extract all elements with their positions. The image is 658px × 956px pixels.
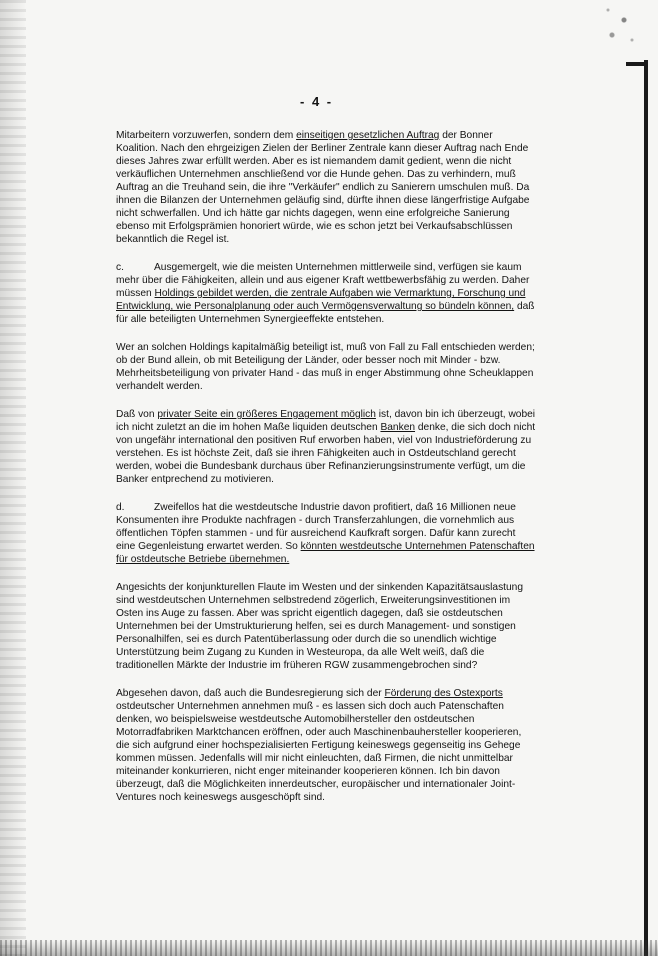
text-segment: ist, davon bin ich überzeugt, wobei ich nicht zuletzt an die im hohen Maße liquiden deutschen: [116, 409, 536, 433]
scan-edge-left: [0, 0, 26, 956]
text-segment: ostdeutscher Unternehmen annehmen muß - es lassen sich doch auch Patenschaften denken, wo beispielsweise westdeutsche Automobilhersteller den ostdeutschen Motorradfabriken Marktchancen eröffnen, oder auch Maschinenbauhersteller kooperieren, die sich aufgrund einer hochspezialisierten Fertigung keineswegs gegenseitig ins Gehege kommen müssen. Jedenfalls will mir nicht einleuchten, daß Firmen, die nicht unmittelbar miteinander konkurrieren, nicht enger miteinander kooperieren können. Ich bin davon überzeugt, daß die Möglichkeiten innerdeutscher, europäischer und internationaler Joint-Ventures noch keineswegs ausgeschöpft sind.: [116, 701, 522, 803]
text-segment: der Bonner Koalition. Nach den ehrgeizigen Zielen der Berliner Zentrale kann dieser Auftrag nach Ende dieses Jahres zwar erfüllt werden. Aber es ist niemandem damit gedient, wenn die nicht verkäuflichen Unternehmen anschließend vor die Hunde gehen. Das zu verhindern, muß Auftrag an die Treuhand sein, die ihre "Verkäufer" endlich zu Sanierern umschulen muß. Da ihnen die Bilanzen der Unternehmen geläufig sind, dürfte ihnen diese längerfristige Aufgabe nicht schwerfallen. Und ich hätte gar nichts dagegen, wenn eine erfolgreiche Sanierung ebenso mit Erfolgsprämien honoriert würde, wie es schon jetzt bei Verkaufsabschlüssen bekanntlich die Regel ist.: [116, 130, 530, 245]
paragraph-p4: [116, 408, 536, 486]
page-number: - 4 -: [300, 94, 334, 109]
text-segment: Wer an solchen Holdings kapitalmäßig beteiligt ist, muß von Fall zu Fall entschieden werden; ob der Bund allein, ob mit Beteiligung der Länder, oder besser noch mit Minder - bzw. Mehrheitsbeteiligung von privater Hand - das muß in enger Abstimmung ohne Scheuklappen verhandelt werden.: [116, 342, 535, 392]
scan-edge-right-tab: [626, 62, 648, 66]
text-segment: daß für alle beteiligten Unternehmen Synergieeffekte entstehen.: [116, 301, 535, 325]
text-segment: denke, die sich doch nicht von ungefähr international den positiven Ruf erworben haben, viel von Industrieförderung zu verstehen. Es ist höchste Zeit, daß sie ihren Fähigkeiten auch in Ostdeutschland gerecht werden, wobei die Bundesbank durchaus über Refinanzierungsinstrumente verfügt, um die Banker entprechend zu motivieren.: [116, 422, 536, 485]
underlined-text: Förderung des Ostexports: [384, 688, 503, 699]
scan-edge-bottom: [0, 940, 658, 956]
underlined-text: privater Seite ein größeres Engagement möglich: [157, 409, 376, 420]
underlined-text: Holdings gebildet werden, die zentrale Aufgaben wie Vermarktung, Forschung und Entwicklung, wie Personalplanung oder auch Vermögensverwaltung so bündeln können,: [116, 288, 526, 312]
section-label: c.: [116, 262, 124, 273]
paragraph-p7: [116, 687, 536, 804]
text-segment: Ausgemergelt, wie die meisten Unternehmen mittlerweile sind, verfügen sie kaum mehr über die Fähigkeiten, allein und aus eigener Kraft wettbewerbsfähig zu werden. Daher müssen: [116, 262, 530, 299]
body-text: [116, 129, 536, 819]
text-segment: Daß von: [116, 409, 158, 420]
section-label: d.: [116, 502, 125, 513]
text-segment: Zweifellos hat die westdeutsche Industrie davon profitiert, daß 16 Millionen neue Konsumenten ihre Produkte nachfragen - durch Transferzahlungen, die vornehmlich aus öffentlichen Töpfen stammen - und für ausreichend Kaufkraft sorgen. Dafür kann zurecht eine Gegenleistung erwartet werden. So: [116, 502, 516, 552]
underlined-text: könnten westdeutsche Unternehmen Patenschaften für ostdeutsche Betriebe übernehmen.: [116, 541, 535, 565]
paragraph-p1: [116, 129, 536, 246]
scan-edge-right: [644, 60, 648, 956]
paragraph-p2: [116, 261, 536, 326]
paragraph-p5: [116, 501, 536, 566]
text-segment: Abgesehen davon, daß auch die Bundesregierung sich der: [116, 688, 385, 699]
underlined-text: einseitigen gesetzlichen Auftrag: [296, 130, 440, 141]
paragraph-p6: [116, 581, 536, 672]
underlined-text: Banken: [380, 422, 416, 433]
text-segment: Angesichts der konjunkturellen Flaute im Westen und der sinkenden Kapazitätsauslastung sind westdeutschen Unternehmen selbstredend zögerlich, Erweiterungsinvestitionen im Osten ins Auge zu fassen. Aber was spricht eigentlich dagegen, daß sie ostdeutschen Unternehmen bei der Umstrukturierung helfen, sei es durch Management- und sonstigen Personalhilfen, sei es durch Patentüberlassung oder durch die so unendlich wichtige Unterstützung beim Zugang zu Kunden in Westeuropa, da alle Welt weiß, daß die traditionellen Märkte der Industrie im früheren RGW zusammengebrochen sind?: [116, 582, 523, 671]
text-segment: Mitarbeitern vorzuwerfen, sondern dem: [116, 130, 297, 141]
scan-corner-marks: [600, 0, 640, 50]
paragraph-p3: [116, 341, 536, 393]
